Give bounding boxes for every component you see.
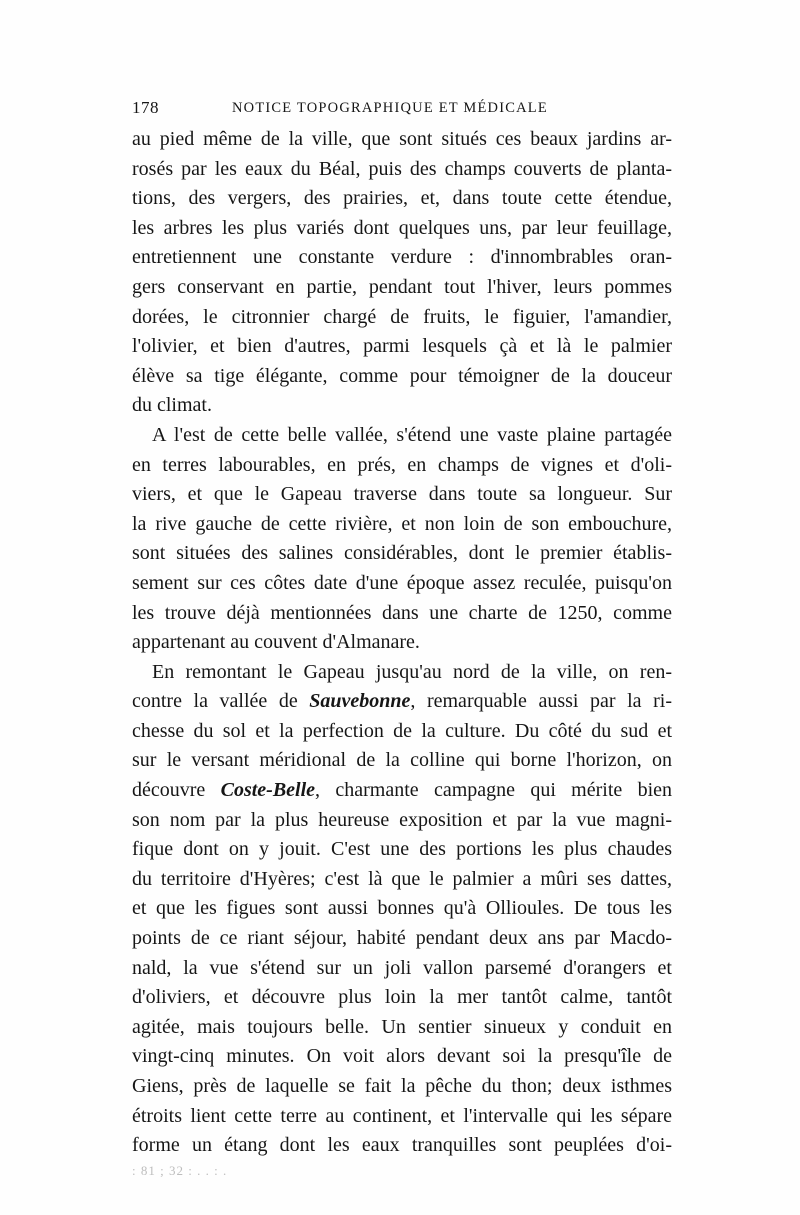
- page-number: 178: [132, 98, 159, 117]
- text-line: étroits lient cette terre au continent, et l'intervalle qui les sépare: [132, 1104, 672, 1127]
- text-line: l'olivier, et bien d'autres, parmi lesquels çà et là le palmier: [132, 335, 672, 358]
- text-line: vingt-cinq minutes. On voit alors devant soi la presqu'île de: [132, 1045, 672, 1068]
- paragraph-start-line: En remontant le Gapeau jusqu'au nord de la ville, on ren-: [152, 660, 672, 683]
- text-line: forme un étang dont les eaux tranquilles sont peuplées d'oi-: [132, 1134, 672, 1157]
- text-line: sement sur ces côtes date d'une époque assez reculée, puisqu'on: [132, 571, 672, 594]
- text-line: en terres labourables, en prés, en champs de vignes et d'oli-: [132, 453, 672, 476]
- text-line: points de ce riant séjour, habité pendant deux ans par Macdo-: [132, 927, 672, 950]
- text-line: la rive gauche de cette rivière, et non loin de son embouchure,: [132, 512, 672, 535]
- body-text: [132, 125, 672, 1181]
- text-line: au pied même de la ville, que sont situés ces beaux jardins ar-: [132, 128, 672, 150]
- line-text: découvre: [132, 779, 221, 802]
- text-line: nald, la vue s'étend sur un joli vallon parsemé d'orangers et: [132, 956, 672, 979]
- place-name-italic: Sauvebonne: [309, 690, 411, 713]
- running-head: [132, 98, 672, 118]
- text-line: agitée, mais toujours belle. Un sentier sinueux y conduit en: [132, 1015, 672, 1038]
- bleed-through-text: : 81 ; 32 : . . : .: [132, 1162, 228, 1178]
- text-line: tions, des vergers, des prairies, et, dans toute cette étendue,: [132, 187, 672, 210]
- text-line: et que les figues sont aussi bonnes qu'à Ollioules. De tous les: [132, 897, 672, 920]
- text-line: [132, 687, 672, 717]
- line-text: , remarquable aussi par la ri-: [410, 690, 672, 713]
- text-line: d'oliviers, et découvre plus loin la mer tantôt calme, tantôt: [132, 986, 672, 1009]
- text-line: appartenant au couvent d'Almanare.: [132, 631, 420, 654]
- text-line: dorées, le citronnier chargé de fruits, le figuier, l'amandier,: [132, 305, 672, 328]
- text-line: Giens, près de laquelle se fait la pêche du thon; deux isthmes: [132, 1075, 672, 1097]
- text-line: [132, 776, 672, 806]
- text-line: rosés par les eaux du Béal, puis des champs couverts de planta-: [132, 157, 672, 180]
- text-line: viers, et que le Gapeau traverse dans toute sa longueur. Sur: [132, 483, 672, 506]
- paragraph-start-line: A l'est de cette belle vallée, s'étend une vaste plaine partagée: [152, 423, 672, 446]
- line-text: , charmante campagne qui mérite bien: [315, 779, 673, 802]
- text-line: gers conservant en partie, pendant tout l'hiver, leurs pommes: [132, 275, 672, 298]
- text-line: son nom par la plus heureuse exposition et par la vue magni-: [132, 808, 672, 831]
- text-line: élève sa tige élégante, comme pour témoigner de la douceur: [132, 364, 672, 387]
- text-line: fique dont on y jouit. C'est une des portions les plus chaudes: [132, 838, 672, 861]
- line-text: contre la vallée de: [132, 690, 310, 713]
- text-line: les arbres les plus variés dont quelques uns, par leur feuillage,: [132, 216, 672, 239]
- text-line: les trouve déjà mentionnées dans une charte de 1250, comme: [132, 601, 672, 624]
- running-title: NOTICE TOPOGRAPHIQUE ET MÉDICALE: [232, 100, 548, 116]
- text-line: sont situées des salines considérables, dont le premier établis-: [132, 542, 672, 565]
- text-line: du territoire d'Hyères; c'est là que le palmier a mûri ses dattes,: [132, 867, 672, 890]
- text-line: du climat.: [132, 394, 212, 417]
- text-line: chesse du sol et la perfection de la culture. Du côté du sud et: [132, 719, 672, 742]
- text-line: sur le versant méridional de la colline qui borne l'horizon, on: [132, 749, 672, 772]
- place-name-italic: Coste-Belle: [220, 779, 316, 802]
- text-line: entretiennent une constante verdure : d'innombrables oran-: [132, 246, 672, 269]
